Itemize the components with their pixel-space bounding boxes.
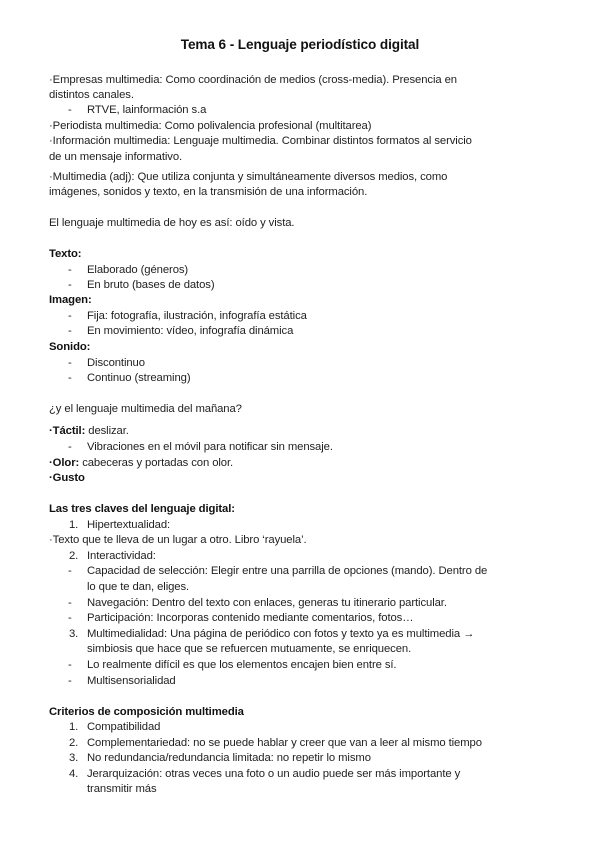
tactil-label: ·Táctil: [49,425,86,437]
claves-number-2: 2. [69,550,79,562]
imagen-item-1: Fija: fotografía, ilustración, infografía estática [87,310,307,322]
criterio-4-line-2: transmitir más [87,783,157,795]
manana-question: ¿y el lenguaje multimedia del mañana? [49,403,242,415]
rtve-item: RTVE, lainformación s.a [87,104,207,116]
seleccion-dash: - [68,565,72,577]
gusto-line: ·Gusto [49,472,85,484]
seleccion-line-1: Capacidad de selección: Elegir entre una parrilla de opciones (mando). Dentro de [87,565,488,577]
navegacion-item: Navegación: Dentro del texto con enlaces, generas tu itinerario particular. [87,597,447,609]
tactil-text: deslizar. [85,425,129,437]
claves-number-3: 3. [69,628,79,640]
dificil-dash: - [68,659,72,671]
criterio-2: Complementariedad: no se puede hablar y creer que van a leer al mismo tiempo [87,737,482,749]
tactil-line [49,424,129,439]
sonido-dash-2: - [68,372,72,384]
navegacion-dash: - [68,597,72,609]
informacion-line-2: de un mensaje informativo. [49,151,183,163]
sonido-heading: Sonido: [49,341,91,353]
periodista-line: ·Periodista multimedia: Como polivalencia profesional (multitarea) [49,120,372,132]
criterios-number-4: 4. [69,768,79,780]
sonido-item-1: Discontinuo [87,357,145,369]
empresas-line-1: ·Empresas multimedia: Como coordinación de medios (cross-media). Presencia en [49,74,457,86]
criterio-1: Compatibilidad [87,721,161,733]
participacion-dash: - [68,612,72,624]
criterios-number-3: 3. [69,752,79,764]
multimedia-line-2: imágenes, sonidos y texto, en la transmisión de una información. [49,186,368,198]
olor-line [49,456,233,471]
multimedialidad-line-1: Multimedialidad: Una página de periódico con fotos y texto ya es multimedia → [87,628,475,640]
page-title: Tema 6 - Lenguaje periodístico digital [180,37,420,52]
vibraciones-item: Vibraciones en el móvil para notificar sin mensaje. [87,441,333,453]
texto-item-2: En bruto (bases de datos) [87,279,215,291]
imagen-item-2: En movimiento: vídeo, infografía dinámica [87,325,294,337]
interactividad-item: Interactividad: [87,550,156,562]
vibraciones-dash: - [68,441,72,453]
criterio-4-line-1: Jerarquización: otras veces una foto o un audio puede ser más importante y [87,768,461,780]
criterios-number-2: 2. [69,737,79,749]
dificil-item: Lo realmente difícil es que los elementos encajen bien entre sí. [87,659,397,671]
texto-heading: Texto: [49,248,82,260]
seleccion-line-2: lo que te dan, eliges. [87,581,190,593]
imagen-heading: Imagen: [49,294,92,306]
criterio-3: No redundancia/redundancia limitada: no repetir lo mismo [87,752,371,764]
rtve-dash: - [68,104,72,116]
imagen-dash-1: - [68,310,72,322]
olor-label: ·Olor: [49,457,80,469]
multisensorialidad-item: Multisensorialidad [87,675,176,687]
texto-dash-1: - [68,264,72,276]
imagen-dash-2: - [68,325,72,337]
empresas-line-2: distintos canales. [49,89,134,101]
participacion-item: Participación: Incorporas contenido mediante comentarios, fotos… [87,612,414,624]
texto-item-1: Elaborado (géneros) [87,264,189,276]
criterios-number-1: 1. [69,721,79,733]
hipertextualidad-item: Hipertextualidad: [87,519,171,531]
hoy-line: El lenguaje multimedia de hoy es así: oído y vista. [49,217,295,229]
texto-dash-2: - [68,279,72,291]
olor-text: cabeceras y portadas con olor. [79,457,234,469]
claves-number-1: 1. [69,519,79,531]
sonido-dash-1: - [68,357,72,369]
hipertextualidad-desc: ·Texto que te lleva de un lugar a otro. Libro ‘rayuela’. [49,534,307,546]
multisensorialidad-dash: - [68,675,72,687]
sonido-item-2: Continuo (streaming) [87,372,191,384]
criterios-heading: Criterios de composición multimedia [49,706,244,718]
informacion-line-1: ·Información multimedia: Lenguaje multimedia. Combinar distintos formatos al servicio [49,135,472,147]
multimedialidad-line-2: simbiosis que hace que se refuercen mutuamente, se enriquecen. [87,643,412,655]
multimedia-line-1: ·Multimedia (adj): Que utiliza conjunta y simultáneamente diversos medios, como [49,171,448,183]
claves-heading: Las tres claves del lenguaje digital: [49,503,235,515]
